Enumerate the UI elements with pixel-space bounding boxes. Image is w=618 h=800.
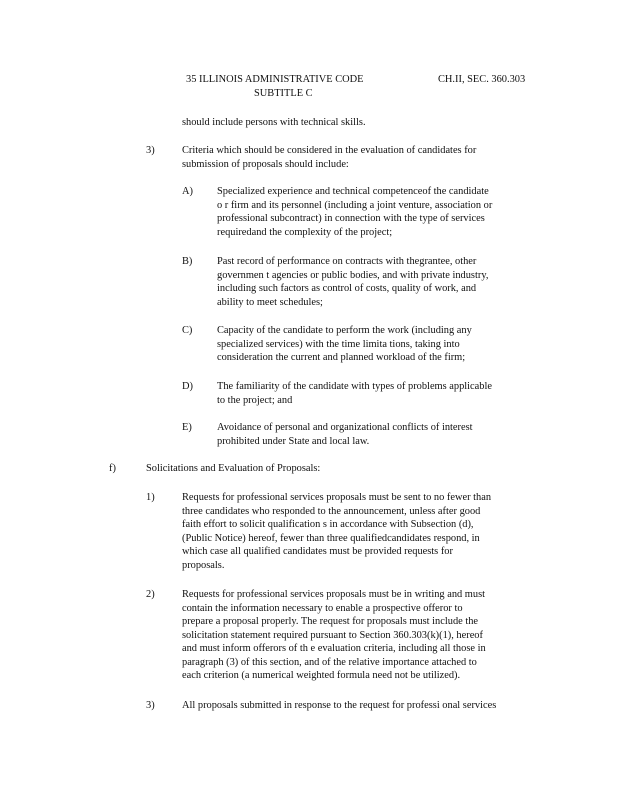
f-item-3-marker: 3) [146,700,155,711]
section-f-marker: f) [109,463,116,474]
subitem-a-line: professional subcontract) in connection with the type of services [217,213,485,224]
subitem-a-line: requiredand the complexity of the project; [217,226,393,238]
subitem-d-line: The familiarity of the candidate with types of problems applicable [217,381,492,392]
section-f-heading: Solicitations and Evaluation of Proposals: [146,463,321,474]
subitem-b-line: ability to meet schedules; [217,296,323,308]
subitem-d-line: to the project; and [217,394,293,406]
subitem-a-marker: A) [182,186,193,197]
header-title-line1: 35 ILLINOIS ADMINISTRATIVE CODE [186,74,364,85]
header-section-ref: CH.II, SEC. 360.303 [438,74,526,85]
subitem-b-line: including such factors as control of costs, quality of work, and [217,283,477,294]
f-item-2-line: Requests for professional services proposals must be in writing and must [182,589,486,600]
subitem-d-paragraph [217,380,492,407]
subitem-d-marker: D) [182,381,193,392]
subitem-c-marker: C) [182,325,193,336]
f-item-2-marker: 2) [146,589,155,600]
f-item-1-marker: 1) [146,492,155,503]
subitem-a-paragraph [217,185,492,239]
item-3-marker: 3) [146,145,155,156]
subitem-c-line: specialized services) with the time limita tions, taking into [217,338,460,350]
item-3-paragraph [182,144,476,171]
f-item-3-paragraph [182,699,496,713]
subitem-b-paragraph [217,255,488,309]
f-item-1-line: proposals. [182,559,225,571]
subitem-c-paragraph [217,324,472,365]
f-item-1-paragraph [182,491,491,572]
subitem-b-line: governmen t agencies or public bodies, and with private industry, [217,269,489,281]
f-item-1-line: faith effort to solicit qualification s in accordance with Subsection (d), [182,519,474,530]
subitem-e-marker: E) [182,422,192,433]
subitem-e-line: Avoidance of personal and organizational conflicts of interest [217,422,473,433]
f-item-2-line: and must inform offerors of th e evaluation criteria, including all those in [182,643,486,654]
subitem-a-line: Specialized experience and technical competenceof the candidate [217,186,489,197]
f-item-1-line: which case all qualified candidates must be provided requests for [182,546,453,557]
f-item-2-line: paragraph (3) of this section, and of the relative importance attached to [182,656,477,668]
subitem-b-marker: B) [182,256,193,267]
subitem-e-paragraph [217,421,473,448]
f-item-2-line: solicitation statement required pursuant to Section 360.303(k)(1), hereof [182,629,483,641]
subitem-a-line: o r firm and its personnel (including a joint venture, association or [217,199,493,211]
f-item-2-line: each criterion (a numerical weighted formula need not be utilized). [182,670,461,681]
header-title-line2: SUBTITLE C [254,88,313,99]
f-item-2-line: contain the information necessary to enable a prospective offeror to [182,602,463,614]
item-3-line: Criteria which should be considered in the evaluation of candidates for [182,145,477,156]
f-item-1-line: Requests for professional services proposals must be sent to no fewer than [182,492,492,503]
f-item-1-line: three candidates who responded to the announcement, unless after good [182,505,481,517]
f-item-3-line: All proposals submitted in response to the request for professi onal services [182,700,497,711]
subitem-b-line: Past record of performance on contracts with thegrantee, other [217,256,477,267]
f-item-1-line: (Public Notice) hereof, fewer than three qualifiedcandidates respond, in [182,532,480,544]
f-item-2-paragraph [182,588,486,683]
continuation-text: should include persons with technical skills. [182,117,366,128]
subitem-e-line: prohibited under State and local law. [217,435,370,447]
subitem-c-line: consideration the current and planned workload of the firm; [217,352,466,363]
f-item-2-line: prepare a proposal properly. The request for proposals must include the [182,616,479,627]
item-3-line: submission of proposals should include: [182,158,349,170]
subitem-c-line: Capacity of the candidate to perform the work (including any [217,325,472,336]
